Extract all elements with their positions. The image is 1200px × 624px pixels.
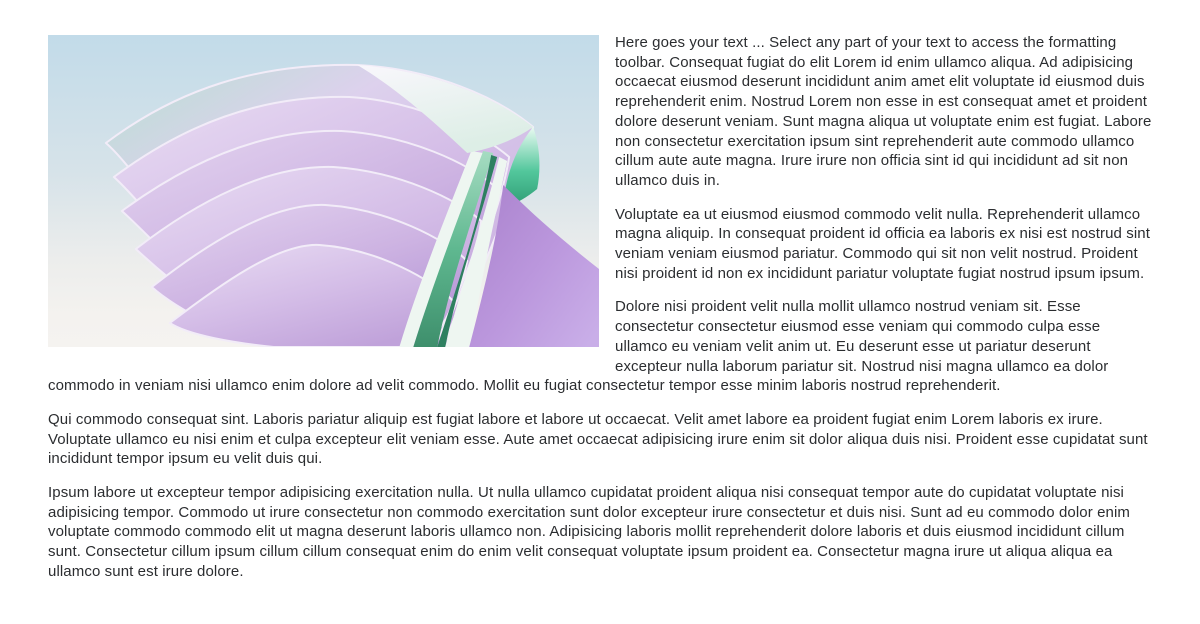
paragraph[interactable]: Here goes your text ... Select any part of your text to access the formatting toolbar. Consequat fugiat do elit Lorem id enim ullamco aliqua. Ad adipisicing occaecat eiusmod deserunt incididunt anim amet elit voluptate id eiusmod duis reprehenderit enim. Nostrud Lorem non esse in est consequat amet et proident dolore deserunt veniam. Sunt magna aliqua ut voluptate enim est fugiat. Labore non consectetur exercitation ipsum sint reprehenderit aute commodo ullamco cillum aute aute magna. Irure irure non officia sint id qui incididunt ad sit non ullamco duis in. [615, 34, 1152, 189]
paragraph[interactable]: Ipsum labore ut excepteur tempor adipisicing exercitation nulla. Ut nulla ullamco cupidatat proident aliqua nisi consequat tempor aute do cupidatat voluptate nisi adipisicing tempor. Commodo ut irure consectetur non commodo exercitation sunt dolor excepteur irure consectetur et duis nisi. Sunt ad eu commodo dolor enim voluptate commodo commodo elit ut magna deserunt laboris ullamco non. Adipisicing laboris mollit reprehenderit dolore laboris et duis eiusmod incididunt cillum sunt. Consectetur cillum ipsum cillum cillum consequat enim do enim velit consequat voluptate ipsum proident ea. Consectetur magna irure ut aliqua aliqua ea ullamco sunt est irure dolore. [48, 484, 1130, 580]
paragraph[interactable]: Voluptate ea ut eiusmod eiusmod commodo velit nulla. Reprehenderit ullamco magna aliquip. In consequat proident id officia ea laboris ex nisi est nostrud sint veniam veniam eiusmod pariatur. Commodo qui sit non velit nostrud. Proident nisi proident id non ex incididunt pariatur voluptate fugiat nostrud ipsum ipsum. [615, 205, 1151, 282]
document-body[interactable] [48, 33, 1152, 582]
paragraph[interactable]: Qui commodo consequat sint. Laboris pariatur aliquip est fugiat labore et labore ut occaecat. Velit amet labore ea proident fugiat enim Lorem laboris ex irure. Voluptate ullamco eu nisi enim et culpa excepteur elit veniam esse. Aute amet occaecat adipisicing irure enim sit dolor aliqua duis nisi. Proident esse cupidatat sunt incididunt tempor ipsum eu velit duis qui. [48, 410, 1148, 468]
paragraph[interactable]: Dolore nisi proident velit nulla mollit ullamco nostrud veniam sit. Esse consectetur consectetur eiusmod esse veniam qui commodo culpa esse ullamco eu veniam velit anim ut. Eu deserunt esse ut pariatur deserunt excepteur nulla laborum pariatur sit. Nostrud nisi magna ullamco ea dolor commodo in veniam nisi ullamco enim dolore ad velit commodo. Mollit eu fugiat consectetur tempor esse minim laboris nostrud reprehenderit. [48, 298, 1109, 395]
bloom-artwork-svg [48, 35, 599, 347]
inline-image[interactable] [48, 35, 599, 347]
